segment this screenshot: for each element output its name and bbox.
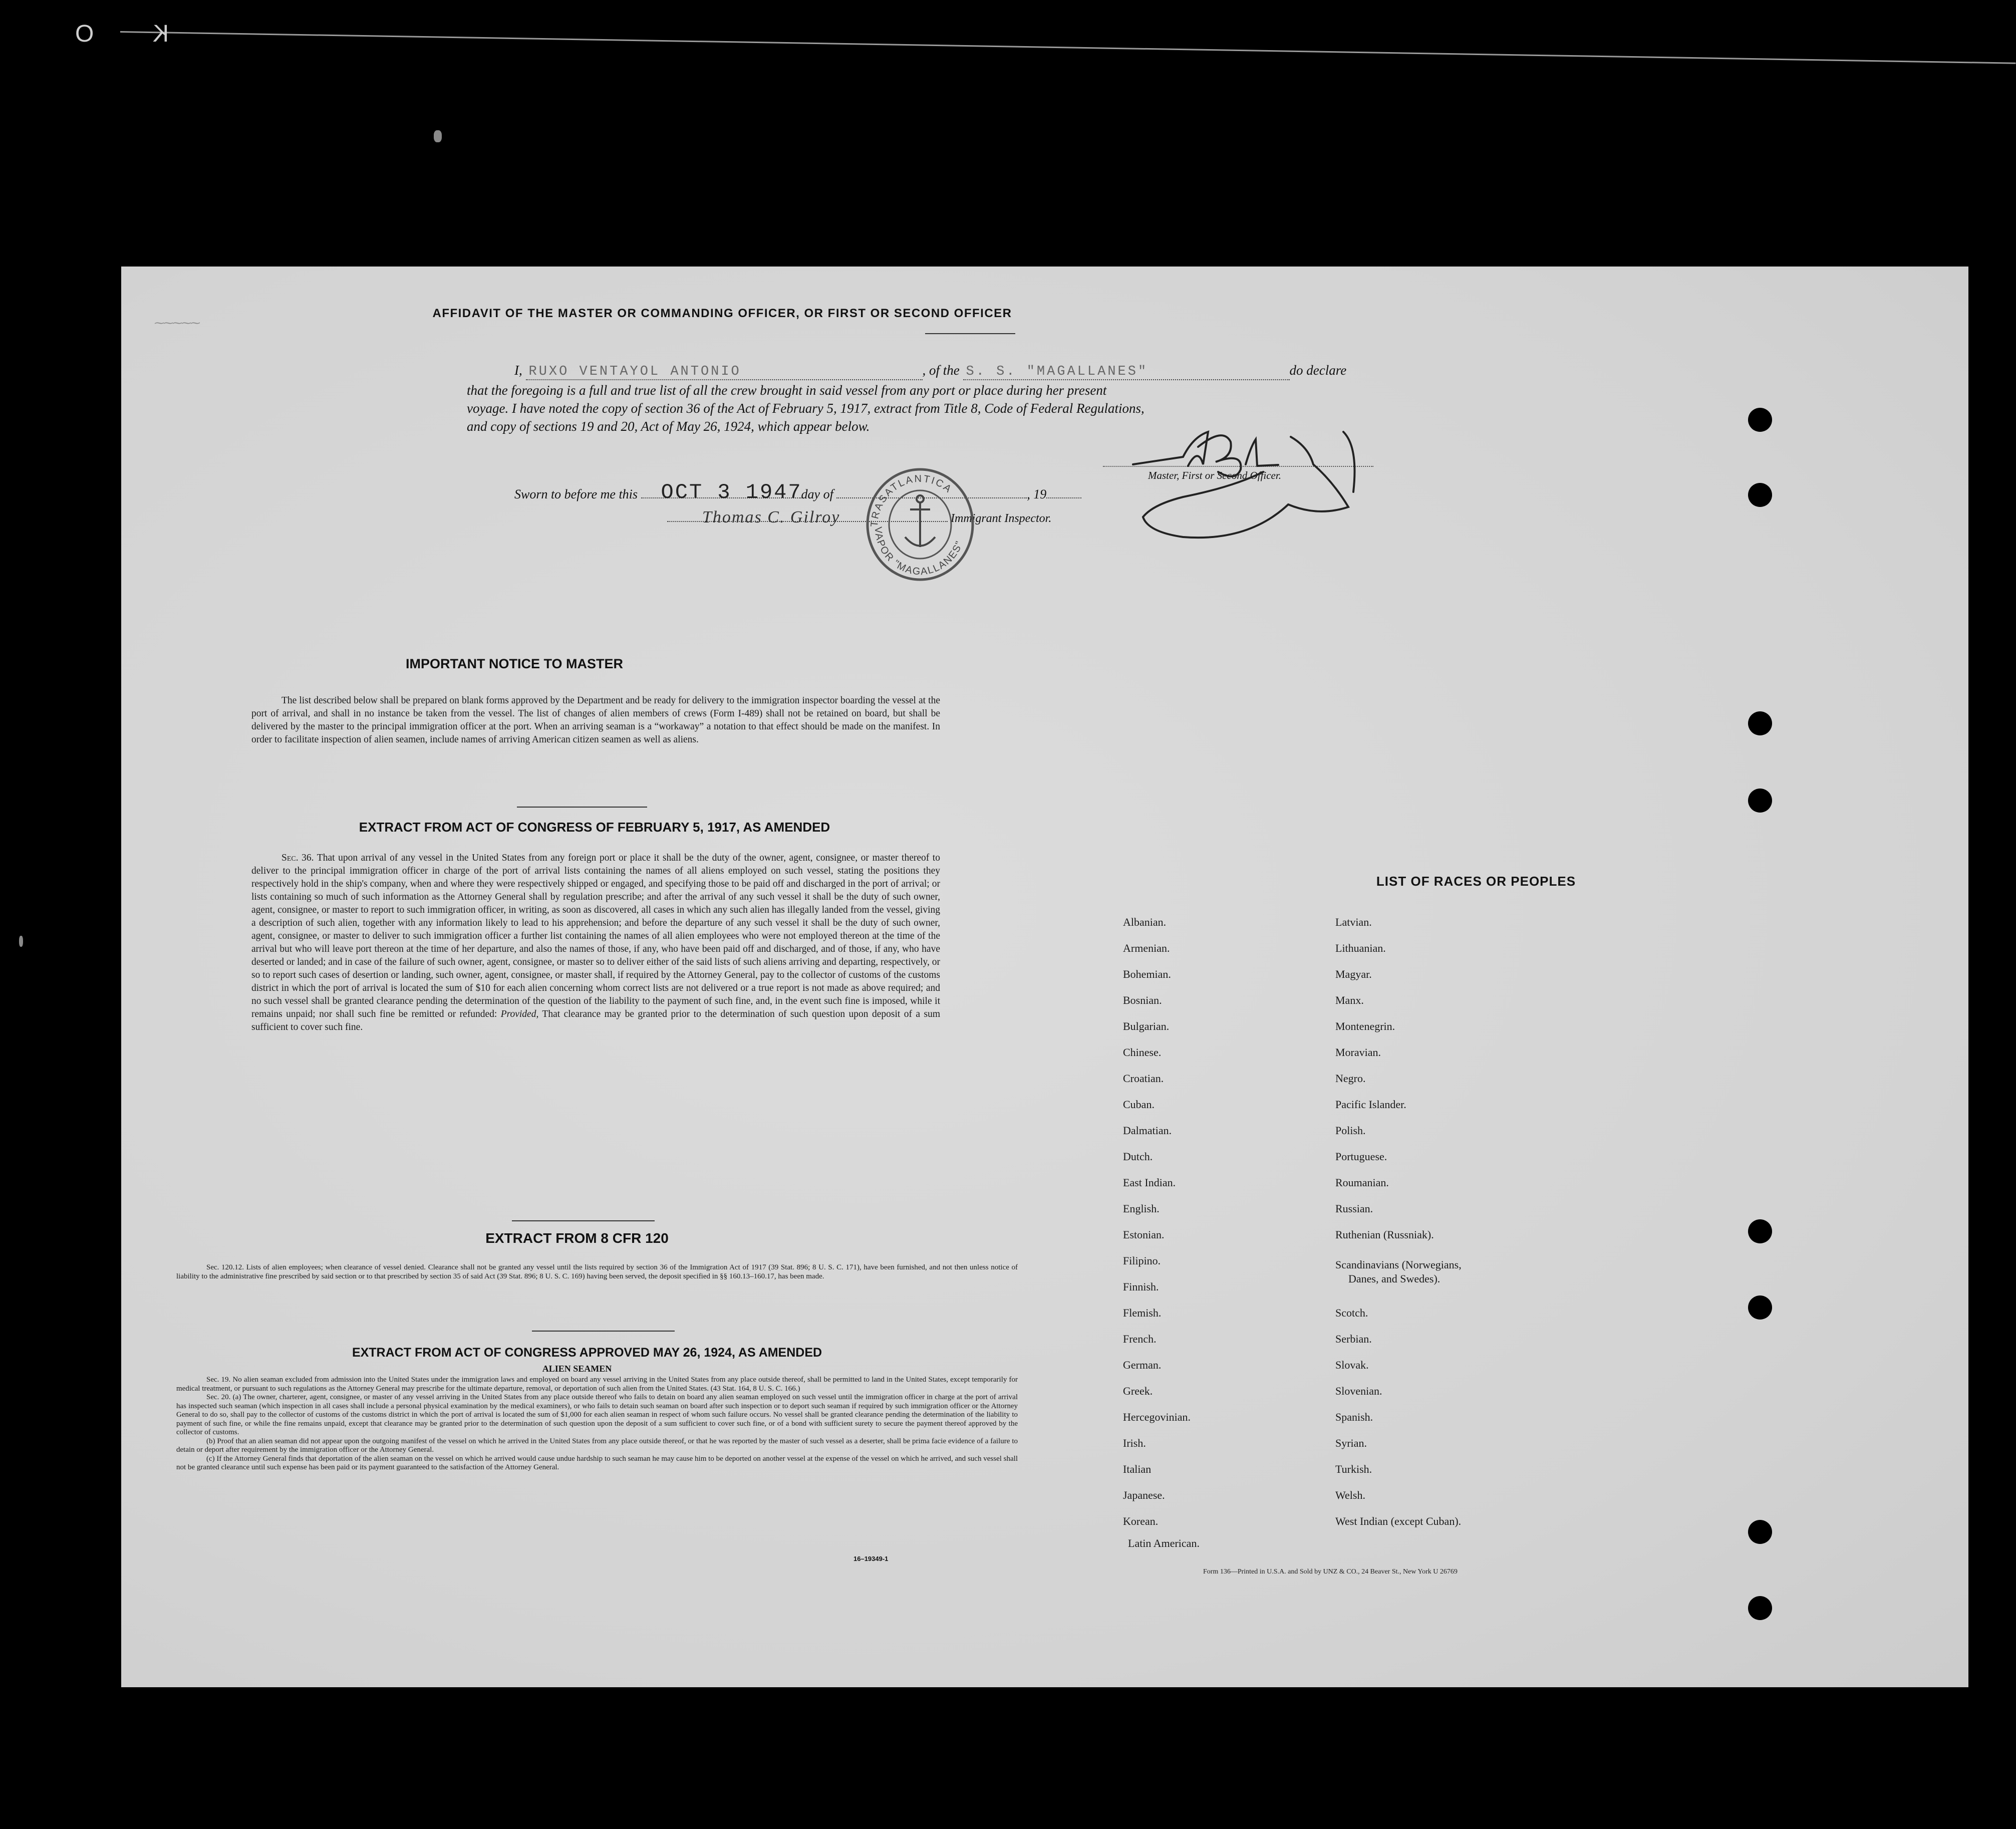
race-item: Spanish. <box>1335 1411 1373 1423</box>
races-title: LIST OF RACES OR PEOPLES <box>1376 874 1576 889</box>
ship-seal-stamp <box>862 462 978 582</box>
extract-1917-title: EXTRACT FROM ACT OF CONGRESS OF FEBRUARY 5, 1917, AS AMENDED <box>359 820 830 835</box>
binder-hole <box>1748 711 1772 735</box>
cfr-title: EXTRACT FROM 8 CFR 120 <box>485 1230 669 1246</box>
race-item: Manx. <box>1335 994 1364 1006</box>
race-item: Serbian. <box>1335 1333 1372 1345</box>
race-item: Ruthenian (Russniak). <box>1335 1228 1434 1241</box>
race-item: Polish. <box>1335 1124 1366 1137</box>
binder-hole <box>1748 483 1772 507</box>
title-rule <box>925 333 1015 334</box>
form-serial-number: 16–19349-1 <box>853 1555 889 1562</box>
corner-mark-o: O <box>75 21 94 47</box>
race-item: Pacific Islander. <box>1335 1098 1406 1111</box>
race-item: Montenegrin. <box>1335 1020 1395 1032</box>
extract-1924-body <box>176 1376 1018 1472</box>
seal-top-text: TRASATLANTICA <box>869 473 955 528</box>
race-item: Roumanian. <box>1335 1176 1389 1189</box>
race-item: Moravian. <box>1335 1046 1381 1059</box>
form-footer: Form 136—Printed in U.S.A. and Sold by UNZ & CO., 24 Beaver St., New York U 26769 <box>1203 1568 1458 1576</box>
race-item: Dalmatian. <box>1123 1124 1172 1137</box>
race-item: Welsh. <box>1335 1489 1365 1501</box>
race-item: East Indian. <box>1123 1176 1176 1189</box>
section-20b: (b) Proof that an alien seaman did not appear upon the outgoing manifest of the vessel on which he arrived in the United States from any place outside thereof, or that he was reported by the master of such vessel as a deserter, shall be prima facie evidence of a failure to detain or deport after requirement by the immigration officer or the Attorney General. <box>176 1437 1018 1454</box>
race-item: Latvian. <box>1335 916 1372 928</box>
race-item: French. <box>1123 1333 1157 1345</box>
race-item: Scandinavians (Norwegians, <box>1335 1258 1462 1271</box>
race-item: Japanese. <box>1123 1489 1165 1501</box>
extract-1924-title: EXTRACT FROM ACT OF CONGRESS APPROVED MAY 26, 1924, AS AMENDED <box>352 1346 822 1360</box>
race-item: Albanian. <box>1123 916 1167 928</box>
section-20a: Sec. 20. (a) The owner, charterer, agent, consignee, or master of any vessel arriving in the United States from any place outside thereof who fails to detain on board any alien seaman employed on such vessel until the immigration officer in charge at the port of arrival has inspected such seaman (which inspection in all cases shall include a personal physical examination by the medical examiners), or who fails to detain such seaman on board after such inspection or to deport such seaman if required by such immigration officer or the Attorney General to do so, shall pay to the collector of customs of the customs district in which the port of arrival is located the sum of $1,000 for each alien seaman in respect of whom such failure occurs. No vessel shall be granted clearance pending the determination of the liability to payment of such fine, or while the fine remains unpaid, except that clearance may be granted prior to the determination of such question upon the deposit of a sum sufficient to cover such fine, or of a bond with sufficient surety to secure the payment thereof approved by the collector of customs. <box>176 1393 1018 1436</box>
notice-title: IMPORTANT NOTICE TO MASTER <box>406 656 623 671</box>
anchor-icon <box>905 495 935 547</box>
race-item: Armenian. <box>1123 942 1170 954</box>
section-rule <box>512 1220 655 1221</box>
inspector-line: Thomas C. Gilroy Immigrant Inspector. <box>667 512 1051 526</box>
race-item: Scotch. <box>1335 1307 1368 1319</box>
race-item: Bosnian. <box>1123 994 1162 1006</box>
affidavit-title: AFFIDAVIT OF THE MASTER OR COMMANDING OFFICER, OR FIRST OR SECOND OFFICER <box>432 307 1012 320</box>
race-item: Chinese. <box>1123 1046 1162 1059</box>
race-item: Croatian. <box>1123 1072 1164 1085</box>
master-signature-label: Master, First or Second Officer. <box>1148 469 1281 481</box>
race-item: Korean. <box>1123 1515 1159 1527</box>
film-edge-line <box>120 31 2016 64</box>
race-item: Hercegovinian. <box>1123 1411 1191 1423</box>
race-item: Filipino. <box>1123 1254 1161 1267</box>
race-item: Flemish. <box>1123 1307 1162 1319</box>
race-item: English. <box>1123 1202 1160 1215</box>
master-name-field: RUXO VENTAYOL ANTONIO <box>526 364 923 380</box>
race-item: Finnish. <box>1123 1280 1159 1293</box>
document-page <box>121 267 1968 1687</box>
binder-hole <box>1748 408 1772 432</box>
section-rule <box>532 1331 675 1332</box>
race-item: Greek. <box>1123 1385 1153 1397</box>
sworn-line: Sworn to before me this OCT 3 1947 day of , 19 <box>514 487 1081 502</box>
declaration-line-4: and copy of sections 19 and 20, Act of May 26, 1924, which appear below. <box>467 419 870 434</box>
race-item: Danes, and Swedes). <box>1348 1272 1441 1285</box>
declaration-line-1: I, RUXO VENTAYOL ANTONIO , of the S. S. "MAGALLANES" do declare <box>514 363 1347 379</box>
seal-bottom-text: VAPOR "MAGALLANES" <box>872 526 966 578</box>
binder-hole <box>1748 1219 1772 1243</box>
cfr-body: Sec. 120.12. Lists of alien employees; when clearance of vessel denied. Clearance shall not be granted any vessel until the lists required by section 36 of the Immigration Act of 1917 (39 Stat. 896; 8 U. S. C. 171), have been furnished, and not then unless notice of liability to the administrative fine prescribed by said section or to that prescribed by section 35 of said Act (39 Stat. 896; 8 U. S. C. 169) having been served, the deposit specified in §§ 160.13–160.17, has been made. <box>176 1263 1018 1280</box>
race-item: German. <box>1123 1359 1162 1371</box>
race-item: Magyar. <box>1335 968 1372 980</box>
notice-body: The list described below shall be prepared on blank forms approved by the Department and be ready for delivery to the immigration inspector boarding the vessel at the port of arrival, and shall in no instance be taken from the vessel. The list of changes of alien members of crews (Form I-489) shall not be retained on board, but shall be delivered by the master to the principal immigration officer at the port. When an arriving seaman is a “workaway” a notation to that effect should be made on the manifest. In order to facilitate inspection of alien seamen, include names of arriving American citizen seamen as well as aliens. <box>251 695 940 745</box>
margin-scribble: ⁓⁓⁓⁓⁓ <box>154 318 199 329</box>
race-item: West Indian (except Cuban). <box>1335 1515 1462 1527</box>
race-item: Portuguese. <box>1335 1150 1387 1163</box>
corner-mark-k: K <box>153 21 169 47</box>
race-item: Irish. <box>1123 1437 1146 1449</box>
section-20c: (c) If the Attorney General finds that deportation of the alien seaman on the vessel on which he arrived would cause undue hardship to such seaman he may cause him to be deported on another vessel at the expense of the vessel on which he arrived, and such vessel shall not be granted clearance until such expense has been paid or its payment guaranteed to the satisfaction of the Attorney General. <box>176 1454 1018 1471</box>
film-speck <box>434 130 442 142</box>
sworn-date-stamp: OCT 3 1947 <box>661 480 802 504</box>
extract-1924-subtitle: ALIEN SEAMEN <box>542 1364 612 1374</box>
race-item: Italian <box>1123 1463 1151 1475</box>
binder-hole <box>1748 1295 1772 1320</box>
race-item: Bohemian. <box>1123 968 1171 980</box>
race-item: Dutch. <box>1123 1150 1153 1163</box>
race-item: Syrian. <box>1335 1437 1367 1449</box>
section-rule <box>517 807 647 808</box>
race-item: Russian. <box>1335 1202 1373 1215</box>
binder-hole <box>1748 789 1772 813</box>
race-item: Turkish. <box>1335 1463 1372 1475</box>
race-item: Slovak. <box>1335 1359 1369 1371</box>
race-item: Latin American. <box>1128 1537 1200 1549</box>
vessel-name-field: S. S. "MAGALLANES" <box>963 364 1290 380</box>
film-speck <box>19 936 23 947</box>
race-item: Slovenian. <box>1335 1385 1382 1397</box>
declaration-line-3: voyage. I have noted the copy of section 36 of the Act of February 5, 1917, extract from Title 8, Code of Federal Regulations, <box>467 401 1144 416</box>
race-item: Estonian. <box>1123 1228 1165 1241</box>
master-handwritten-signature <box>1123 417 1403 562</box>
section-19: Sec. 19. No alien seaman excluded from admission into the United States under the immigration laws and employed on board any vessel arriving in the United States from any place outside thereof, shall be permitted to land in the United States, except temporarily for medical treatment, or pursuant to such regulations as the Attorney General may prescribe for the ultimate departure, removal, or deportation of such alien from the United States. (43 Stat. 164, 8 U. S. C. 166.) <box>176 1376 1018 1393</box>
binder-hole <box>1748 1520 1772 1544</box>
declaration-line-2: that the foregoing is a full and true list of all the crew brought in said vessel from any port or place during her present <box>467 383 1107 398</box>
inspector-signature: Thomas C. Gilroy <box>702 508 840 527</box>
extract-1917-body: Sec. 36. That upon arrival of any vessel in the United States from any foreign port or place it shall be the duty of the owner, agent, consignee, or master thereof to deliver to the principal immigration officer in charge of the port of arrival lists containing the names of all aliens employed on such vessel, stating the positions they respectively hold in the ship's company, when and where they were respectively shipped or engaged, and specifying those to be paid off and discharged in the port of arrival; or lists containing so much of such information as the Attorney General shall by regulation prescribe; and after the arrival of any such vessel it shall be the duty of such owner, agent, consignee, or master to report to such immigration officer, in writing, as soon as discovered, all cases in which any such alien has illegally landed from the vessel, giving a description of such alien, together with any information likely to lead to his apprehension; and before the departure of any such vessel it shall be the duty of such owner, agent, consignee, or master to deliver to such immigration officer a further list containing the names of all alien employees who were not employed thereon at the time of the arrival but who will leave port thereon at the time of her departure, and also the names of those, if any, who have been paid off and discharged, and of those, if any, who have deserted or landed; and in case of the failure of such owner, agent, consignee, or master so to deliver either of the said lists of such aliens arriving and departing, respectively, or so to report such cases of desertion or landing, such owner, agent, consignee, or master shall, if required by the Attorney General, pay to the collector of customs of the customs district in which the port of arrival is located the sum of $10 for each alien concerning whom correct lists are not delivered or a true report is not made as above required; and no such vessel shall be granted clearance pending the determination of the question of the liability to the payment of such fine, and, in the event such fine is imposed, while it remains unpaid; nor shall such fine be remitted or refunded: Provided, That clearance may be granted prior to the determination of such question upon deposit of a sum sufficient to cover such fine. <box>251 853 940 1032</box>
race-item: Bulgarian. <box>1123 1020 1170 1032</box>
race-item: Cuban. <box>1123 1098 1155 1111</box>
binder-hole <box>1748 1596 1772 1620</box>
race-item: Negro. <box>1335 1072 1366 1085</box>
race-item: Lithuanian. <box>1335 942 1386 954</box>
